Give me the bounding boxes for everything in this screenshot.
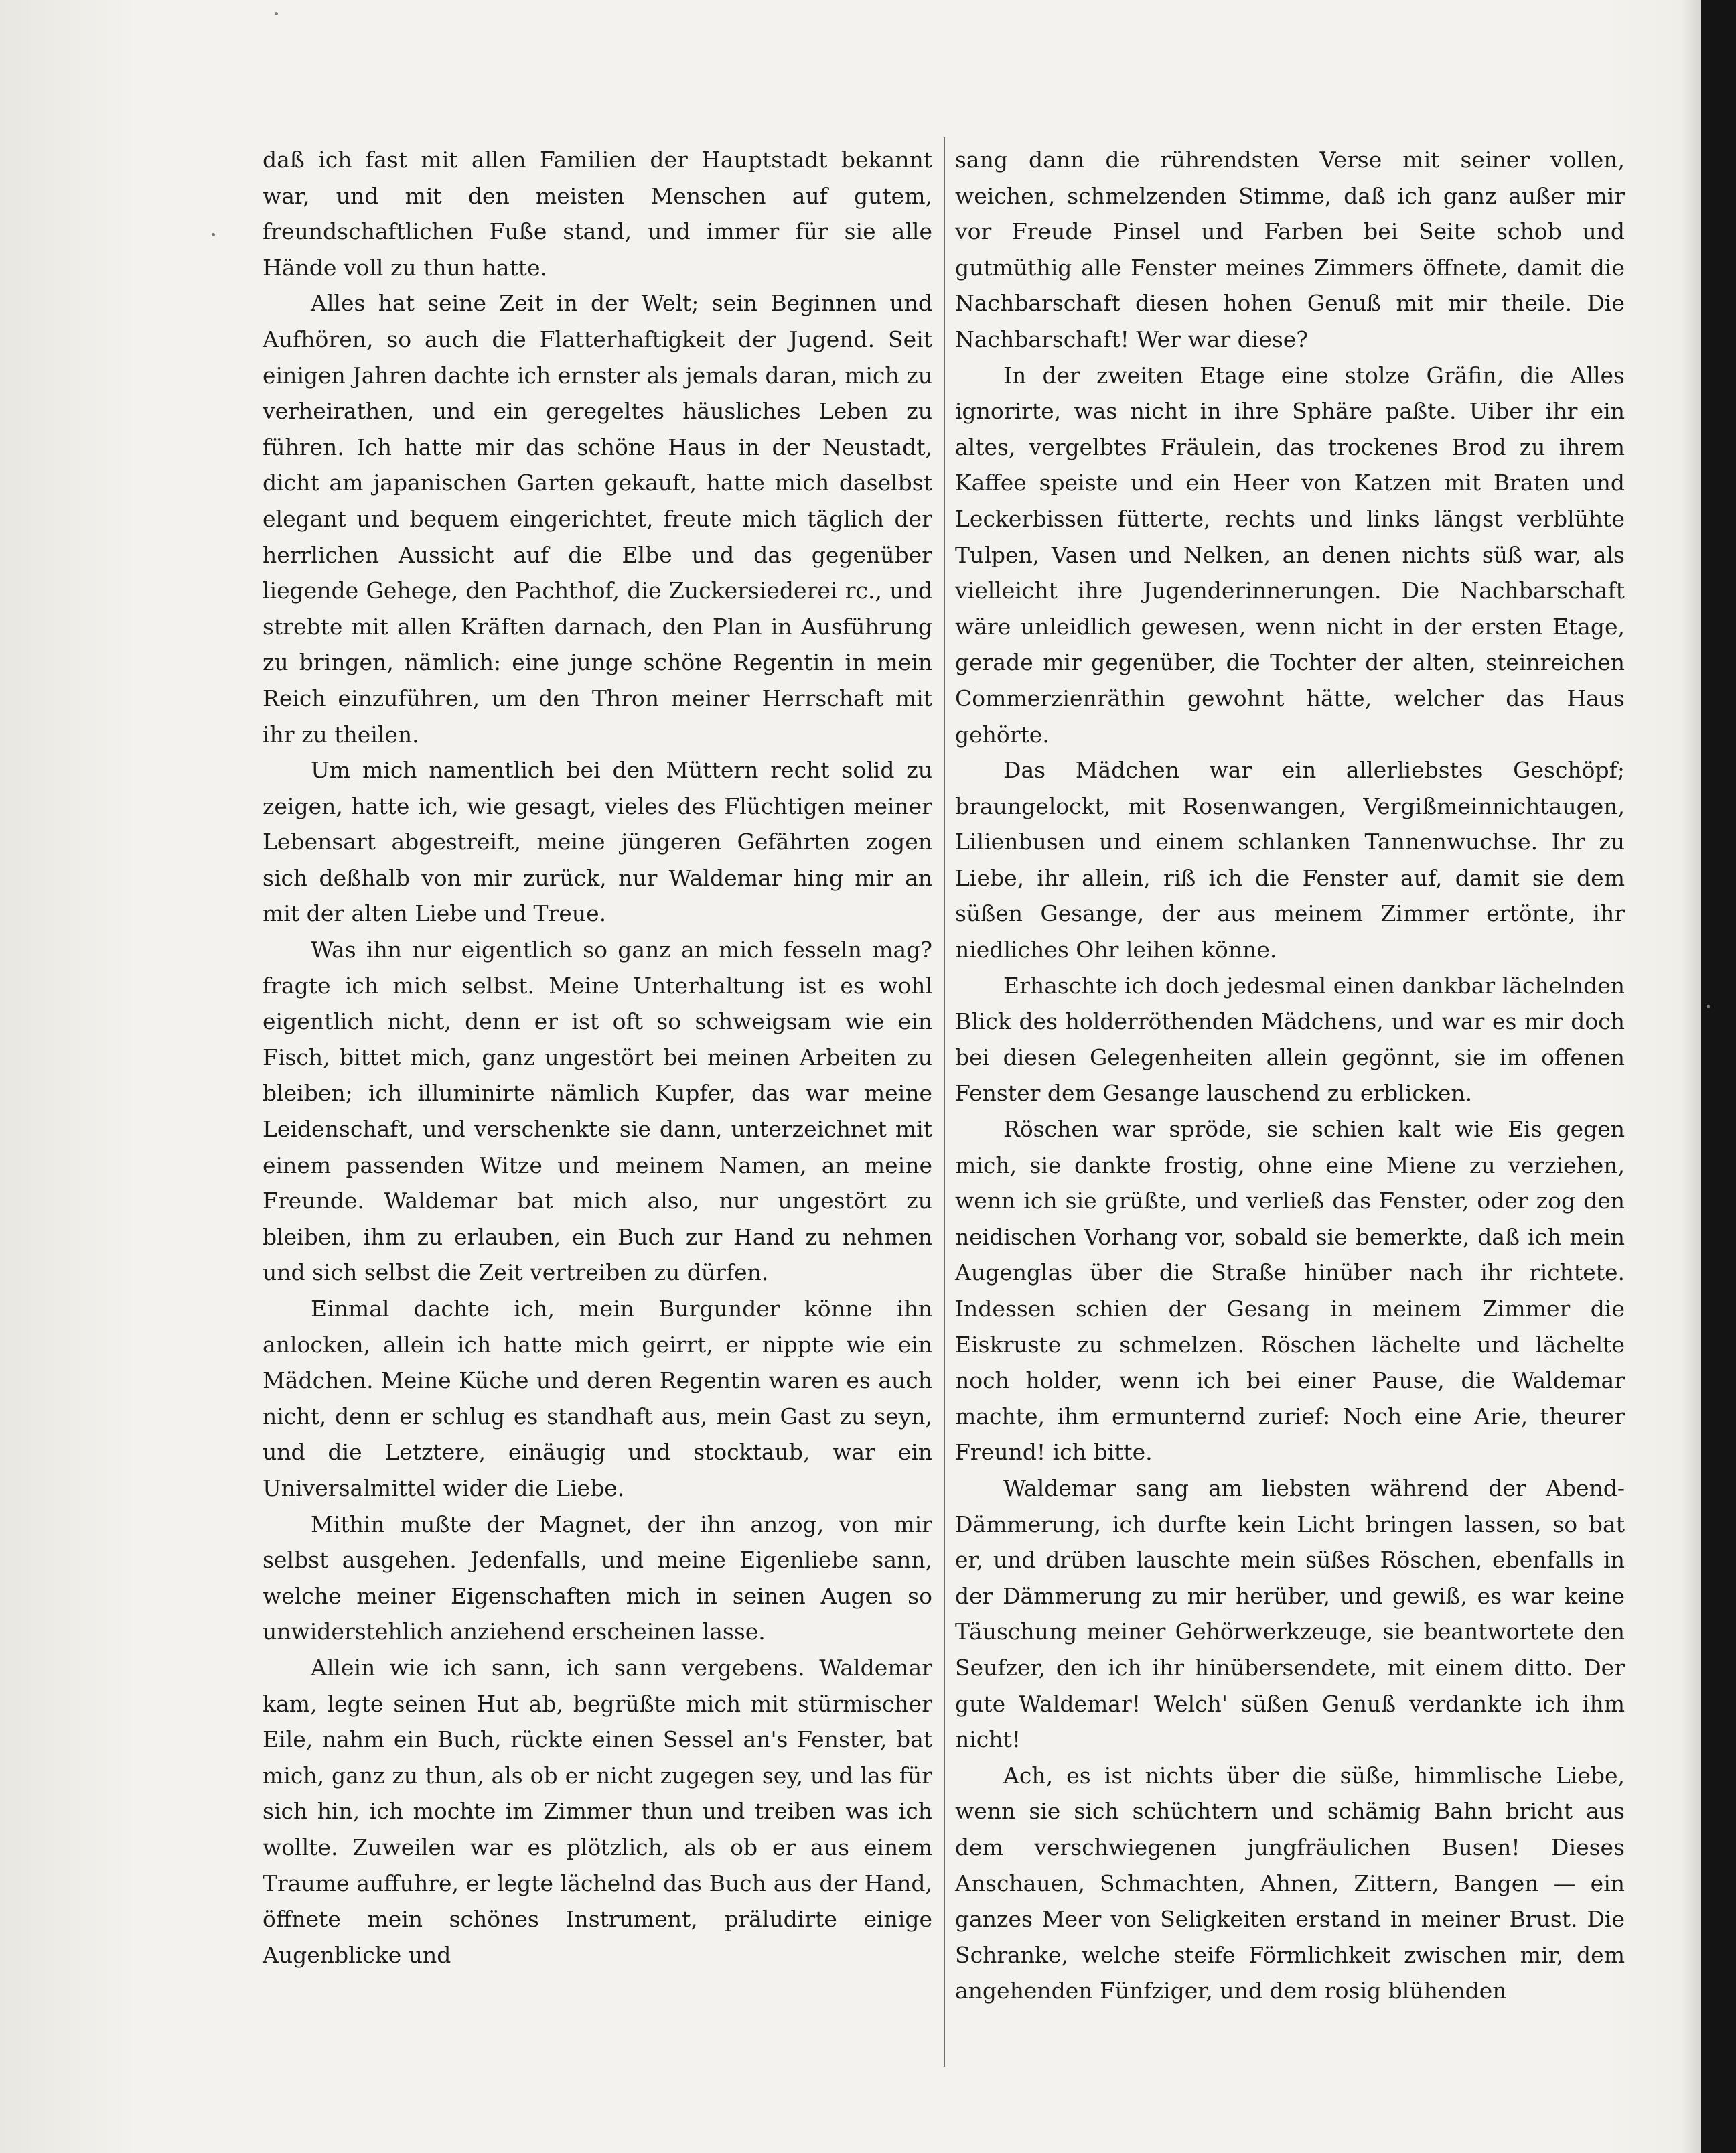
page-gutter-shadow bbox=[1681, 0, 1701, 2153]
paragraph: daß ich fast mit allen Familien der Hauptstadt bekannt war, und mit den meisten Menschen auf gutem, freundschaftlichen Fuße stand, und immer für sie alle Hände voll zu thun hatte. bbox=[263, 147, 932, 281]
paragraph: Um mich namentlich bei den Müttern recht solid zu zeigen, hatte ich, wie gesagt, vieles des Flüchtigen meiner Lebensart abgestreift, meine jüngeren Gefährten zogen sich deßhalb von mir zurück, nur Waldemar hing mir an mit der alten Liebe und Treue. bbox=[263, 757, 932, 927]
paragraph: In der zweiten Etage eine stolze Gräfin, die Alles ignorirte, was nicht in ihre Sphäre paßte. Uiber ihr ein altes, vergelbtes Fräulein, das trockenes Brod zu ihrem Kaffee speiste und ein Heer von Katzen mit Braten und Leckerbissen fütterte, rechts und links längst verblühte Tulpen, Vasen und Nelken, an denen nichts süß war, als vielleicht ihre Jugenderinnerungen. Die Nachbarschaft wäre unleidlich gewesen, wenn nicht in der ersten Etage, gerade mir gegenüber, die Tochter der alten, steinreichen Commerzienräthin gewohnt hätte, welcher das Haus gehörte. bbox=[955, 362, 1625, 748]
scan-border bbox=[1701, 0, 1736, 2153]
paragraph: Einmal dachte ich, mein Burgunder könne ihn anlocken, allein ich hatte mich geirrt, er nippte wie ein Mädchen. Meine Küche und deren Regentin waren es auch nicht, denn er schlug es standhaft aus, mein Gast zu seyn, und die Letztere, einäugig und stocktaub, war ein Universalmittel wider die Liebe. bbox=[263, 1296, 932, 1501]
paragraph: Waldemar sang am liebsten während der Abend-Dämmerung, ich durfte kein Licht bringen lassen, so bat er, und drüben lauschte mein süßes Röschen, ebenfalls in der Dämmerung zu mir herüber, und gewiß, es war keine Täuschung meiner Gehörwerkzeuge, sie beantwortete den Seufzer, den ich ihr hinübersendete, mit einem ditto. Der gute Waldemar! Welch' süßen Genuß verdankte ich ihm nicht! bbox=[955, 1474, 1625, 1753]
right-column bbox=[955, 142, 1625, 2071]
column-divider bbox=[944, 137, 945, 2067]
scan-speck bbox=[275, 12, 278, 15]
paragraph: Röschen war spröde, sie schien kalt wie Eis gegen mich, sie dankte frostig, ohne eine Miene zu verziehen, wenn ich sie grüßte, und verließ das Fenster, oder zog den neidischen Vorhang vor, sobald sie bemerkte, daß ich mein Augenglas über die Straße hinüber nach ihr richtete. Indessen schien der Gesang in meinem Zimmer die Eiskruste zu schmelzen. Röschen lächelte und lächelte noch holder, wenn ich bei einer Pause, die Waldemar machte, ihm ermunternd zurief: Noch eine Arie, theurer Freund! ich bitte. bbox=[955, 1116, 1625, 1466]
left-column bbox=[263, 142, 932, 2071]
paragraph: Ach, es ist nichts über die süße, himmlische Liebe, wenn sie sich schüchtern und schämig Bahn bricht aus dem verschwiegenen jungfräulichen Busen! Dieses Anschauen, Schmachten, Ahnen, Zittern, Bangen — ein ganzes Meer von Seligkeiten erstand in meiner Brust. Die Schranke, welche steife Förmlichkeit zwischen mir, dem angehenden Fünfziger, und dem rosig blühenden bbox=[955, 1762, 1625, 2004]
scan-speck bbox=[1707, 1005, 1710, 1008]
paragraph: sang dann die rührendsten Verse mit seiner vollen, weichen, schmelzenden Stimme, daß ich ganz außer mir vor Freude Pinsel und Farben bei Seite schob und gutmüthig alle Fenster meines Zimmers öffnete, damit die Nachbarschaft diesen hohen Genuß mit mir theile. Die Nachbarschaft! Wer war diese? bbox=[955, 147, 1625, 352]
paragraph: Mithin mußte der Magnet, der ihn anzog, von mir selbst ausgehen. Jedenfalls, und meine Eigenliebe sann, welche meiner Eigenschaften mich in seinen Augen so unwiderstehlich anziehend erscheinen lasse. bbox=[263, 1511, 932, 1645]
paragraph: Alles hat seine Zeit in der Welt; sein Beginnen und Aufhören, so auch die Flatterhaftigkeit der Jugend. Seit einigen Jahren dachte ich ernster als jemals daran, mich zu verheirathen, und ein geregeltes häusliches Leben zu führen. Ich hatte mir das schöne Haus in der Neustadt, dicht am japanischen Garten gekauft, hatte mich daselbst elegant und bequem eingerichtet, freute mich täglich der herrlichen Aussicht auf die Elbe und das gegenüber liegende Gehege, den Pachthof, die Zuckersiederei rc., und strebte mit allen Kräften darnach, den Plan in Ausführung zu bringen, nämlich: eine junge schöne Regentin in mein Reich einzuführen, um den Thron meiner Herrschaft mit ihr zu theilen. bbox=[263, 290, 932, 748]
scan-speck bbox=[212, 233, 215, 236]
paragraph: Das Mädchen war ein allerliebstes Geschöpf; braungelockt, mit Rosenwangen, Vergißmeinnichtaugen, Lilienbusen und einem schlanken Tannenwuchse. Ihr zu Liebe, ihr allein, riß ich die Fenster auf, damit sie dem süßen Gesange, der aus meinem Zimmer ertönte, ihr niedliches Ohr leihen könne. bbox=[955, 757, 1625, 963]
paragraph: Erhaschte ich doch jedesmal einen dankbar lächelnden Blick des holderröthenden Mädchens, und war es mir doch bei diesen Gelegenheiten allein gegönnt, sie im offenen Fenster dem Gesange lauschend zu erblicken. bbox=[955, 972, 1625, 1107]
paragraph: Was ihn nur eigentlich so ganz an mich fesseln mag? fragte ich mich selbst. Meine Unterhaltung ist es wohl eigentlich nicht, denn er ist oft so schweigsam wie ein Fisch, bittet mich, ganz ungestört bei meinen Arbeiten zu bleiben; ich illuminirte nämlich Kupfer, das war meine Leidenschaft, und verschenkte sie dann, unterzeichnet mit einem passenden Witze und meinem Namen, an meine Freunde. Waldemar bat mich also, nur ungestört zu bleiben, ihm zu erlauben, ein Buch zur Hand zu nehmen und sich selbst die Zeit vertreiben zu dürfen. bbox=[263, 936, 932, 1286]
paragraph: Allein wie ich sann, ich sann vergebens. Waldemar kam, legte seinen Hut ab, begrüßte mich mit stürmischer Eile, nahm ein Buch, rückte einen Sessel an's Fenster, bat mich, ganz zu thun, als ob er nicht zugegen sey, und las für sich hin, ich mochte im Zimmer thun und treiben was ich wollte. Zuweilen war es plötzlich, als ob er aus einem Traume auffuhre, er legte lächelnd das Buch aus der Hand, öffnete mein schönes Instrument, präludirte einige Augenblicke und bbox=[263, 1654, 932, 1968]
